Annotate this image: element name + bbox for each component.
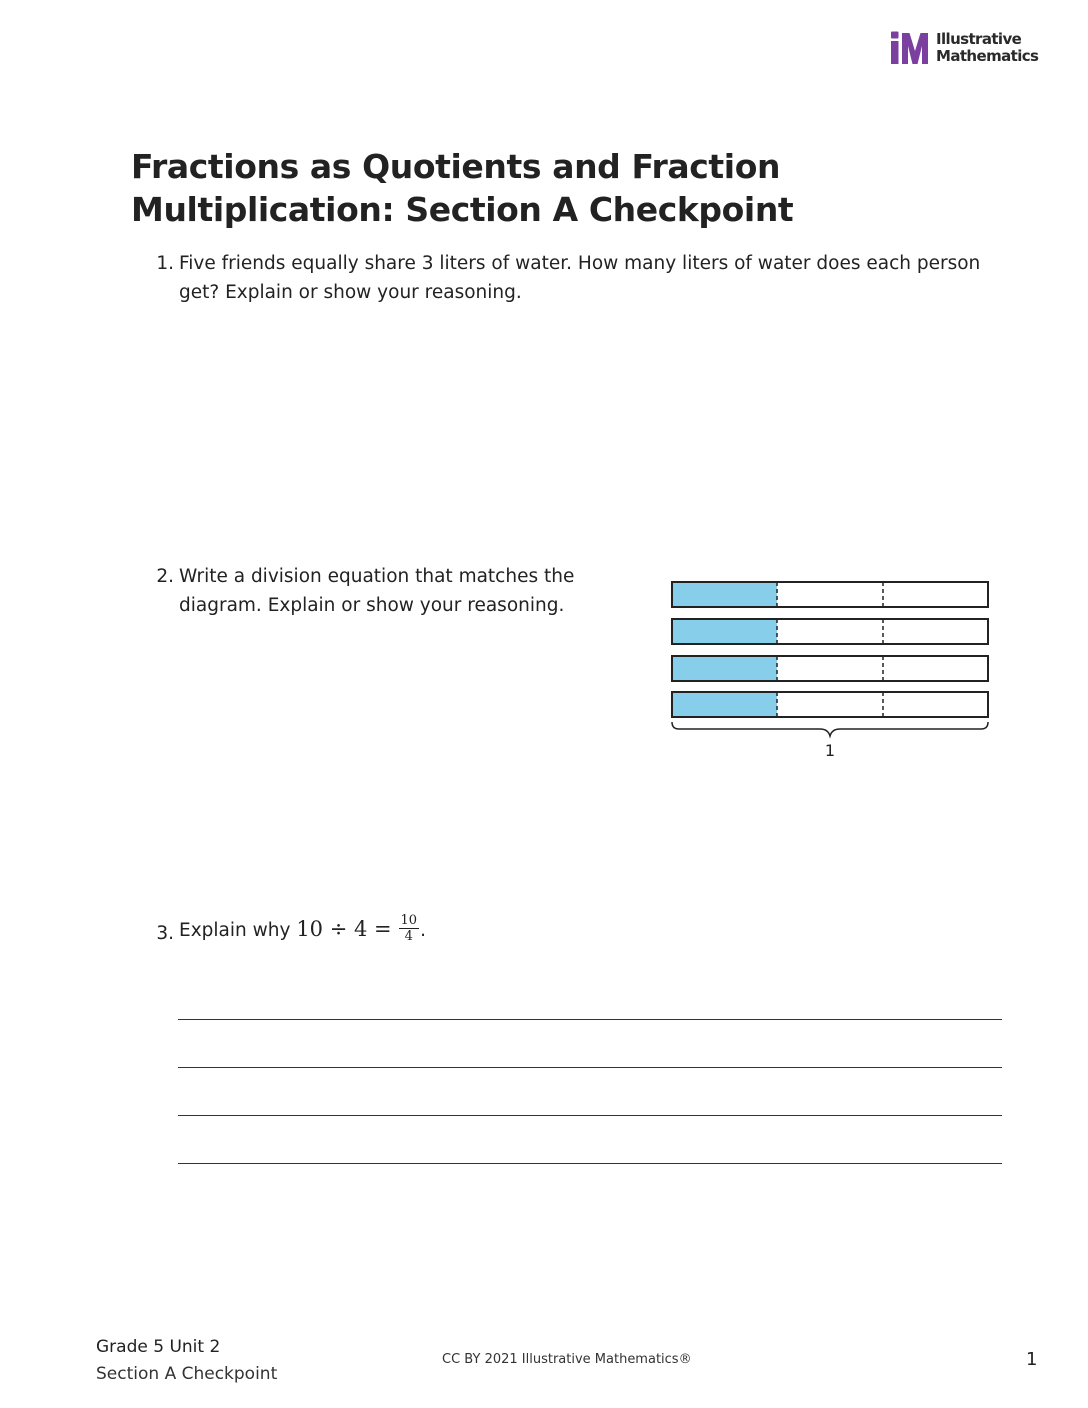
question-text: Write a division equation that matches the diagram. Explain or show your reasoning. (179, 566, 575, 616)
fraction (399, 913, 420, 944)
question-3 (152, 912, 652, 955)
brace (672, 722, 988, 736)
logo-wordmark (936, 31, 1038, 65)
fraction-numerator: 10 (400, 912, 418, 928)
brace-label: 1 (824, 741, 836, 760)
question-text: Five friends equally share 3 liters of water. How many liters of water does each person get? Explain or show your reasoning. (179, 253, 981, 303)
footer-section: Section A Checkpoint (96, 1364, 278, 1384)
shaded-part (672, 692, 777, 717)
shaded-part (672, 619, 777, 644)
im-logo-icon (889, 31, 933, 65)
logo-line-1: Illustrative (936, 30, 1022, 48)
answer-line[interactable] (178, 1067, 1002, 1068)
tape-bar-4 (672, 692, 988, 717)
page-title (131, 145, 851, 231)
page-number: 1 (1026, 1349, 1038, 1370)
question-suffix: . (420, 920, 426, 941)
answer-line[interactable] (178, 1115, 1002, 1116)
fraction-denominator: 4 (404, 928, 413, 944)
tape-bar-1 (672, 582, 988, 607)
question-text (179, 912, 426, 947)
illustrative-mathematics-logo (889, 31, 1049, 69)
math-expression: 10 ÷ 4 = (296, 917, 392, 941)
answer-line[interactable] (178, 1019, 1002, 1020)
question-prefix: Explain why (179, 920, 291, 941)
footer-course-info (96, 1334, 277, 1388)
title-line-2: Multiplication: Section A Checkpoint (131, 190, 794, 229)
answer-line[interactable] (178, 1163, 1002, 1164)
shaded-part (672, 582, 777, 607)
question-number: 1. (156, 253, 174, 274)
logo-line-2: Mathematics (936, 47, 1039, 65)
shaded-part (672, 656, 777, 681)
tape-diagram (668, 578, 994, 763)
question-number: 2. (156, 566, 174, 587)
tape-bar-3 (672, 656, 988, 681)
footer-license: CC BY 2021 Illustrative Mathematics® (442, 1352, 692, 1367)
title-line-1: Fractions as Quotients and Fraction (131, 147, 781, 186)
footer-grade-unit: Grade 5 Unit 2 (96, 1337, 221, 1357)
tape-bar-2 (672, 619, 988, 644)
question-number: 3. (156, 923, 174, 944)
